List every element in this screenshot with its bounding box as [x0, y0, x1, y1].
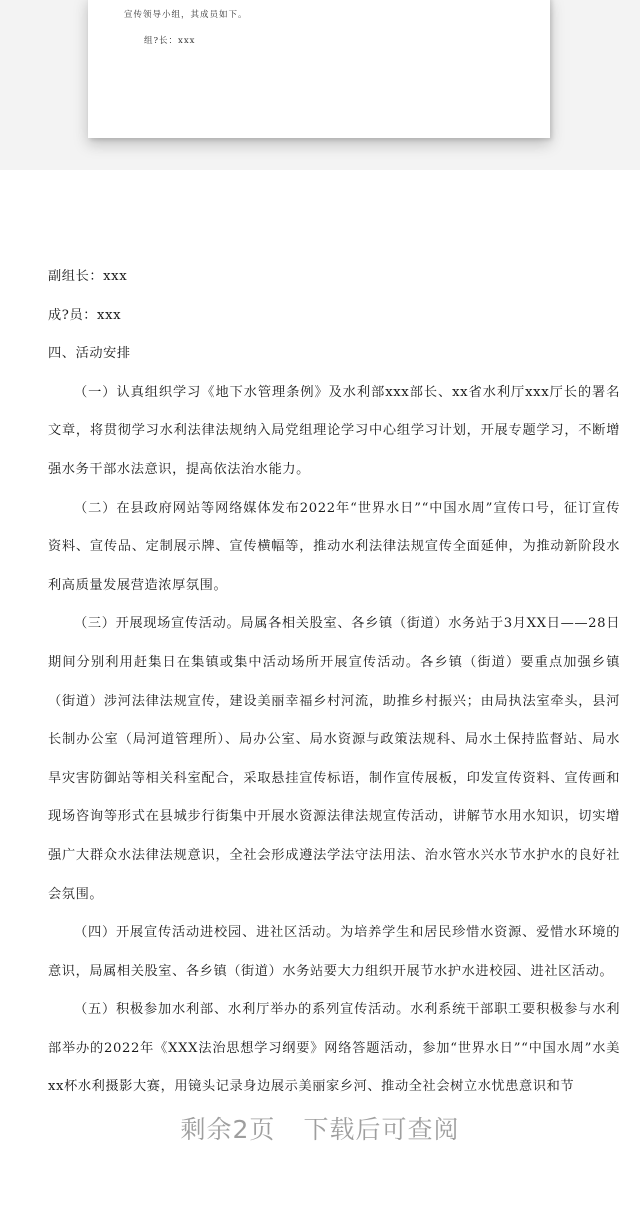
paragraph-item-3: （三）开展现场宣传活动。局属各相关股室、各乡镇（街道）水务站于3月XX日——28日期间分别利用赶集日在集镇或集中活动场所开展宣传活动。各乡镇（街道）要重点加强乡镇（街道）涉河法律法规宣传，建设美丽幸福乡村河流，助推乡村振兴；由局执法室牵头，县河长制办公室（局河道管理所）、局办公室、局水资源与政策法规科、局水土保持监督站、局水旱灾害防御站等相关科室配合，采取悬挂宣传标语，制作宣传展板，印发宣传资料、宣传画和现场咨询等形式在县城步行街集中开展水资源法律法规宣传活动，讲解节水用水知识，切实增强广大群众水法律法规意识，全社会形成遵法学法守法用法、治水管水兴水节水护水的良好社会氛围。 — [48, 616, 620, 902]
previous-page-line: 宣传领导小组，其成员如下。 — [124, 10, 248, 20]
preview-top-band — [0, 0, 640, 170]
paragraph-item-5: （五）积极参加水利部、水利厅举办的系列宣传活动。水利系统干部职工要积极参与水利部举办的2022年《XXX法治思想学习纲要》网络答题活动，参加“世界水日”“中国水周”水美xx杯水利摄影大赛，用镜头记录身边展示美丽家乡河、推动全社会树立水忧患意识和节 — [48, 1002, 620, 1095]
document-body — [48, 258, 620, 1107]
paragraph-item-2: （二）在县政府网站等网络媒体发布2022年“世界水日”“中国水周”宣传口号，征订宣传资料、宣传品、定制展示牌、宣传横幅等，推动水利法律法规宣传全面延伸，为推动新阶段水利高质量发展营造浓厚氛围。 — [48, 500, 620, 593]
paragraph-item-1: （一）认真组织学习《地下水管理条例》及水利部xxx部长、xx省水利厅xxx厅长的署名文章，将贯彻学习水利法律法规纳入局党组理论学习中心组学习计划，开展专题学习，不断增强水务干部水法意识，提高依法治水能力。 — [48, 384, 620, 477]
remaining-pages-label[interactable]: 剩余2页 — [180, 1115, 276, 1144]
paragraph-item-4: （四）开展宣传活动进校园、进社区活动。为培养学生和居民珍惜水资源、爱惜水环境的意识，局属相关股室、各乡镇（街道）水务站要大力组织开展节水护水进校园、进社区活动。 — [48, 925, 620, 979]
download-hint-label[interactable]: 下载后可查阅 — [303, 1115, 460, 1144]
previous-page-line: 组?长：xxx — [144, 36, 196, 46]
paragraph-members: 成?员：xxx — [48, 307, 122, 323]
paragraph-deputy-leader: 副组长：xxx — [48, 269, 128, 284]
download-prompt[interactable] — [0, 1098, 640, 1158]
previous-page-thumbnail — [88, 0, 550, 138]
section-heading: 四、活动安排 — [48, 346, 131, 362]
